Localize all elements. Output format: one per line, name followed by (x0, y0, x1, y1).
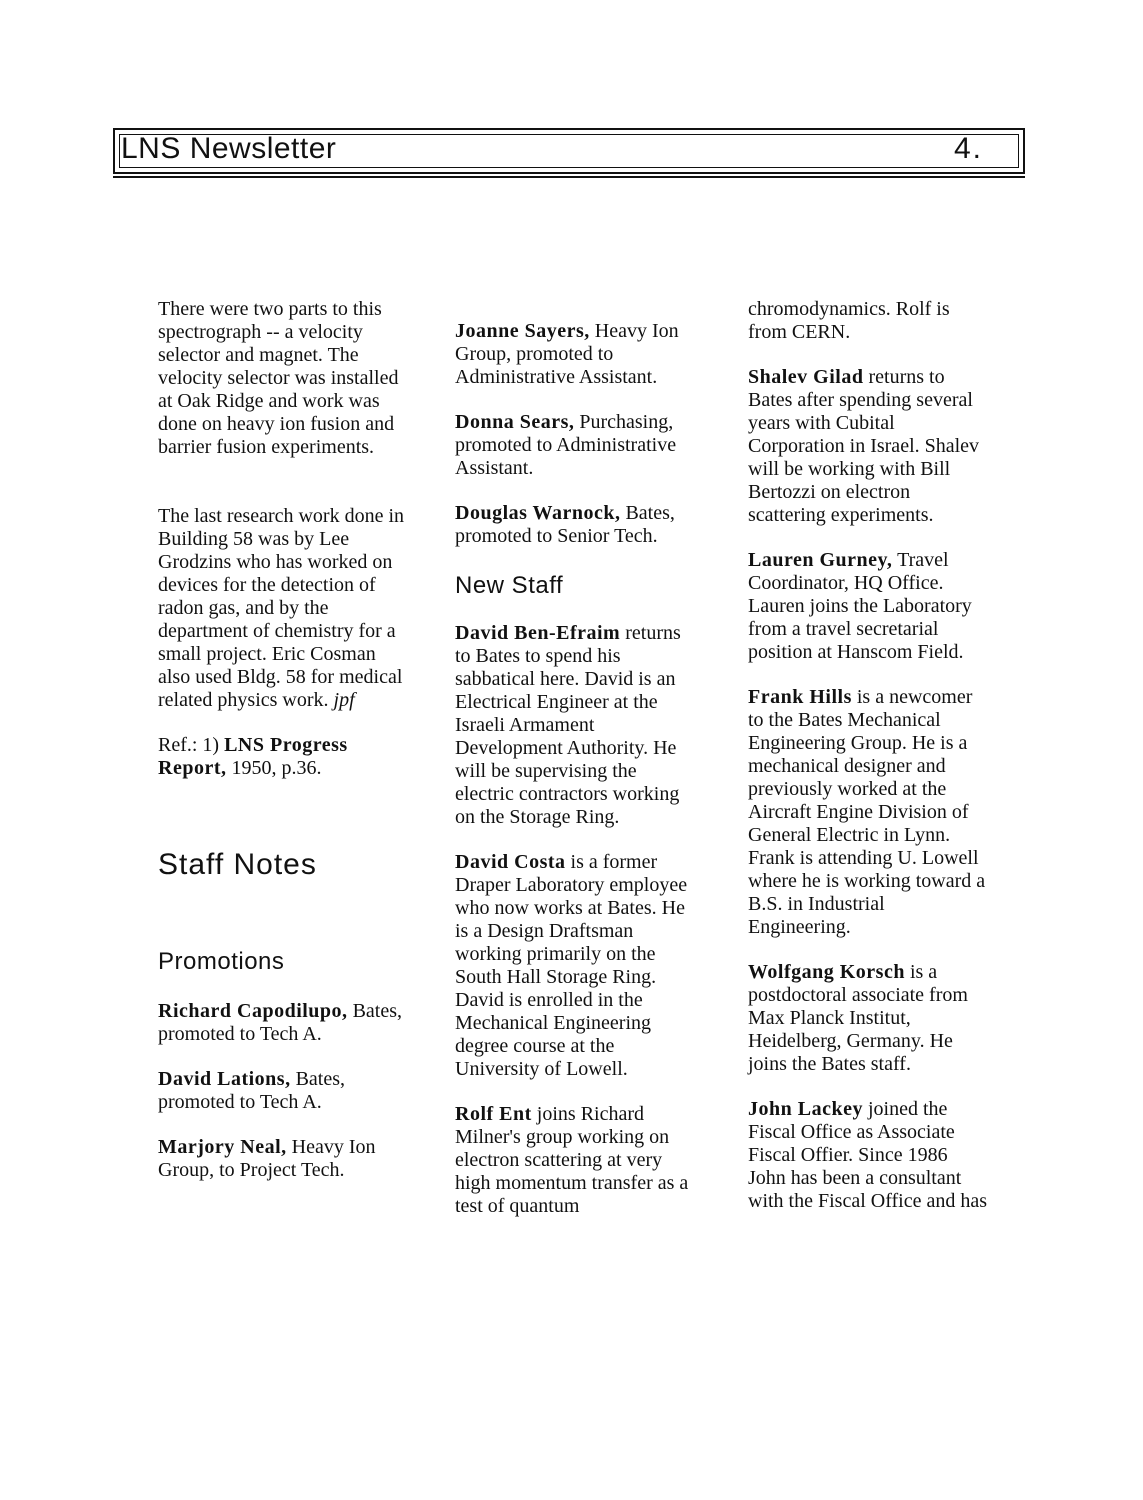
reference-detail: 1950, p.36. (231, 757, 322, 779)
promotion-entry (158, 1000, 410, 1046)
header-rule (113, 176, 1025, 178)
new-staff-entry (748, 549, 988, 664)
entry-text: Purchasing, promoted to Administrative Assistant. (455, 411, 677, 479)
entry-text: returns to Bates after spending several years with Cubital Corporation in Israel. Shalev will be working with Bill Bertozzi on electron scattering experiments. (748, 366, 980, 526)
person-name: David Ben-Efraim (455, 622, 621, 644)
entry-text: returns to Bates to spend his sabbatical here. David is an Electrical Engineer at the Israeli Armament Development Authority. He will be supervising the electric contractors working on the Storage Ring. (455, 622, 681, 828)
new-staff-entry (748, 686, 988, 939)
column-3 (748, 298, 988, 1213)
new-staff-entry (455, 1103, 700, 1218)
new-staff-entry (748, 1098, 988, 1213)
new-staff-entry (455, 851, 700, 1081)
person-name: Rolf Ent (455, 1103, 532, 1125)
promotions-heading: Promotions (158, 948, 285, 975)
author-signature: jpf (333, 689, 355, 711)
entry-text: Bates, promoted to Senior Tech. (455, 502, 675, 547)
promotion-entry (455, 502, 700, 548)
new-staff-heading: New Staff (455, 572, 564, 599)
entry-text: Bates, promoted to Tech A. (158, 1068, 346, 1113)
page-number: 4. (953, 132, 983, 165)
staff-notes-heading: Staff Notes (158, 848, 317, 881)
person-name: Lauren Gurney, (748, 549, 893, 571)
reference-prefix: Ref.: 1) (158, 734, 220, 756)
new-staff-entry (748, 366, 988, 527)
person-name: Richard Capodilupo, (158, 1000, 348, 1022)
paragraph-building-58 (158, 505, 410, 712)
person-name: David Costa (455, 851, 566, 873)
person-name: Joanne Sayers, (455, 320, 590, 342)
column-1 (158, 298, 410, 1182)
new-staff-entry (455, 622, 700, 829)
column-2 (455, 320, 700, 1218)
entry-text: is a newcomer to the Bates Mechanical Engineering Group. He is a mechanical designer and previously worked at the Aircraft Engine Division of General Electric in Lynn. Frank is attending U. Lowell where he is working toward a B.S. in Industrial Engineering. (748, 686, 986, 938)
entry-text: Travel Coordinator, HQ Office. Lauren joins the Laboratory from a travel secretarial position at Hanscom Field. (748, 549, 972, 663)
paragraph-spectrograph: There were two parts to this spectrograph -- a velocity selector and magnet. The velocity selector was installed at Oak Ridge and work was done on heavy ion fusion and barrier fusion experiments. (158, 298, 399, 458)
person-name: Donna Sears, (455, 411, 575, 433)
promotion-entry (158, 1136, 410, 1182)
reference (158, 734, 410, 780)
promotion-entry (455, 411, 700, 480)
entry-text: is a former Draper Laboratory employee who now works at Bates. He is a Design Draftsman working primarily on the South Hall Storage Ring. David is enrolled in the Mechanical Engineering degree course at the University of Lowell. (455, 851, 688, 1080)
promotion-entry (455, 320, 700, 389)
person-name: John Lackey (748, 1098, 863, 1120)
person-name: Marjory Neal, (158, 1136, 287, 1158)
entry-text: joined the Fiscal Office as Associate Fiscal Offier. Since 1986 John has been a consultant with the Fiscal Office and has (748, 1098, 988, 1212)
newsletter-title: LNS Newsletter (121, 132, 337, 165)
promotion-entry (158, 1068, 410, 1114)
entry-text: is a postdoctoral associate from Max Planck Institut, Heidelberg, Germany. He joins the Bates staff. (748, 961, 968, 1075)
paragraph-building-58-text: The last research work done in Building 58 was by Lee Grodzins who has worked on devices for the detection of radon gas, and by the department of chemistry for a small project. Eric Cosman also used Bldg. 58 for medical related physics work. (158, 505, 405, 711)
new-staff-entry (748, 961, 988, 1076)
continued-entry-text: chromodynamics. Rolf is from CERN. (748, 298, 950, 343)
person-name: Douglas Warnock, (455, 502, 621, 524)
entry-text: joins Richard Milner's group working on electron scattering at very high momentum transfer as a test of quantum (455, 1103, 689, 1217)
reference-title: LNS Progress Report, (158, 734, 348, 779)
entry-text: Heavy Ion Group, promoted to Administrative Assistant. (455, 320, 679, 388)
entry-text: Heavy Ion Group, to Project Tech. (158, 1136, 376, 1181)
person-name: David Lations, (158, 1068, 291, 1090)
person-name: Frank Hills (748, 686, 852, 708)
newsletter-header (113, 128, 1025, 174)
person-name: Wolfgang Korsch (748, 961, 905, 983)
entry-text: Bates, promoted to Tech A. (158, 1000, 402, 1045)
person-name: Shalev Gilad (748, 366, 864, 388)
